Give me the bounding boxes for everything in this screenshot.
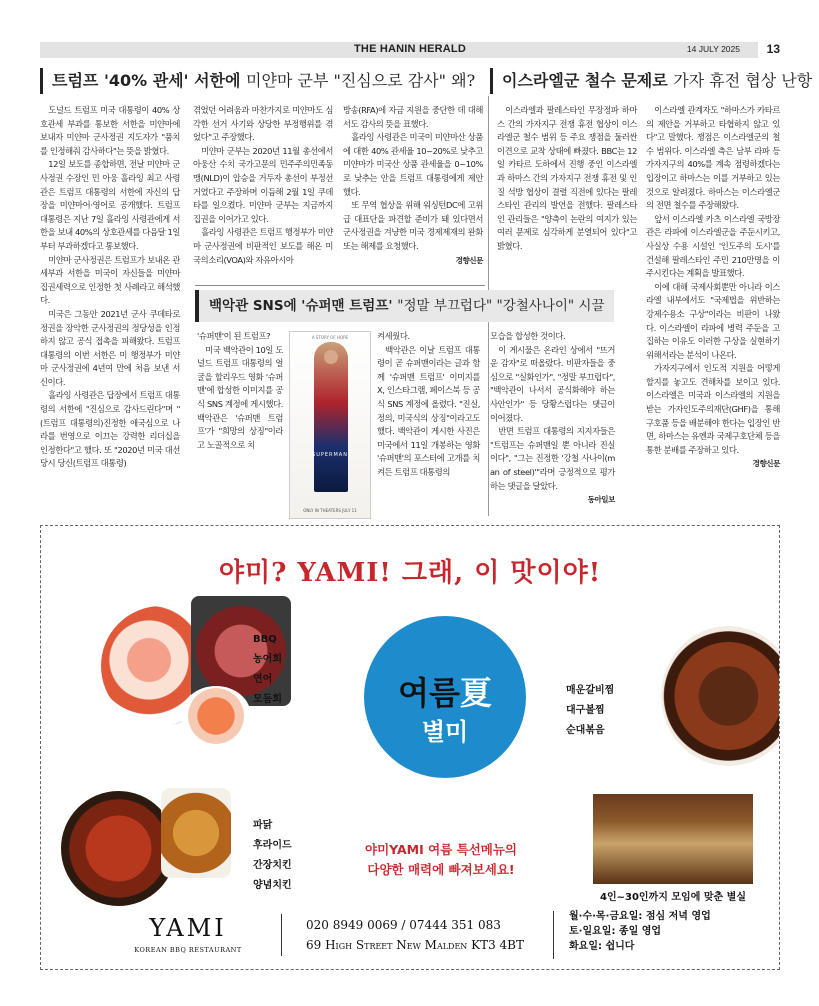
opening-hours <box>569 909 711 954</box>
summer-special-circle <box>364 616 526 778</box>
article2-c2-p1: 이스라엘 관계자도 "하마스가 카타르의 제안을 거부하고 타협하지 않고 있다"고 말했다. 쟁점은 이스라엘군의 철수 범위다. 이스라엘 측은 남부 라파 등 가자지구의 40%를 계속 점령하겠다는 입장이고 하마스는 이를 거부하고 있는 것으로 알려졌다. 하마스는 이스라엘군의 전면 철수를 주장해왔다. <box>646 105 780 211</box>
article3-c1-p2: 미국 백악관이 10일 도널드 트럼프 대통령의 얼굴을 할리우드 영화 '슈퍼맨'에 합성한 이미지를 공식 SNS 계정에 게시했다. 백악관은 '슈퍼맨 트럼프'가 "희망의 상징"이라고 노골적으로 치 <box>197 344 283 450</box>
article1-column-3 <box>343 104 483 267</box>
article-divider <box>195 285 485 286</box>
article1-credit: 경향신문 <box>455 255 483 265</box>
private-room-image <box>593 794 753 903</box>
poster-tag: A STORY OF HOPE <box>311 335 349 340</box>
circle-line-2: 별미 <box>421 718 469 746</box>
phone-numbers[interactable]: 020 8949 0069 / 07444 351 083 <box>306 918 501 932</box>
address: 69 High Street New Malden KT3 4BT <box>306 938 524 952</box>
article1-headline[interactable] <box>40 68 475 94</box>
article3-c3-p2: 이 게시물은 온라인 상에서 "뜨거운 감자"로 떠올랐다. 비판자들을 중심으로 "실화인가", "정말 부끄럽다", "백악관이 나서서 공식화해야 하는 사안인가" 등 당황스럽다는 댓글이 이어졌다. <box>490 344 615 423</box>
paper-name: THE HANIN HERALD <box>354 43 466 55</box>
article1-c1-p2: 12일 보도를 종합하면, 전날 미얀마 군사정권 수장인 민 아웅 흘라잉 최고 사령관은 트럼프 대통령의 서한에 자신의 답장을 미얀마어·영어로 공개했다. 트럼프 대통령은 지난 7일 흘라잉 사령관에게 서한을 보내 40%의 상호관세를 다음달 1일부터 부과하겠다고 통보했다. <box>40 159 180 251</box>
yami-logo <box>113 914 263 954</box>
article1-c1-p3: 미얀마 군사정권은 트럼프가 보내온 관세부과 서한을 미국이 자신들을 미얀마 집권세력으로 인정한 첫 사례라고 해석했다. <box>40 254 180 306</box>
hours-line: 화요일: 쉽니다 <box>569 941 635 952</box>
article1-c2-p2: 미얀마 군부는 2020년 11월 총선에서 아웅산 수치 국가고문의 민주주의민족동맹(NLD)이 압승을 거두자 총선이 부정선거였다고 주장하며 이듬해 2월 1일 쿠데타를 일으켰다. 미얀마 군부는 지금까지 집권을 이어가고 있다. <box>193 145 333 224</box>
article3-credit: 동아일보 <box>587 495 615 505</box>
menu-item: 파닭 <box>253 820 273 831</box>
hours-line: 월·수·목·금요일: 점심 저녁 영업 <box>569 911 711 922</box>
article1-c2-p1: 겪었던 어려움과 마찬가지로 미얀마도 심각한 선거 사기와 상당한 부정행위를 겪었다"고 주장했다. <box>193 105 333 143</box>
article2-c2-p2: 앞서 이스라엘 카츠 이스라엘 국방장관은 라파에 이스라엘군을 주둔시키고, 사실상 수용 시설인 '인도주의 도시'를 건설해 팔레스타인 주민 210만명을 이주시킨다는 계획을 발표했다. <box>646 213 780 279</box>
article3-column-1 <box>197 330 283 452</box>
room-caption: 4인~30인까지 모임에 맞춘 별실 <box>600 892 746 903</box>
poster-title: SUPERMAN <box>312 452 348 458</box>
article1-c2-p3: 흘라잉 사령관은 트럼프 행정부가 미얀마 군사정권에 비판적인 보도를 해온 미국의소리(VOA)와 자유아시아 <box>193 227 333 265</box>
ad-divider <box>281 914 282 956</box>
menu-item: 연어 <box>253 674 273 685</box>
article3-column-2 <box>377 330 480 480</box>
article1-c1-p1: 도널드 트럼프 미국 대통령이 40% 상호관세 부과를 통보한 서한을 미얀마에 보내자 미얀마 군사정권 지도자가 "품치를 인정해줘 감사하다"는 뜻을 밝혔다. <box>40 105 180 156</box>
article2-c2-p4: 가자지구에서 인도적 지원을 어떻게 할지를 놓고도 견해차를 보이고 있다. 이스라엘은 미국과 이스라엘의 지원을 받는 가자인도주의재단(GHF)을 통해 구호품 등을 배분해야 한다는 입장인 반면, 하마스는 유엔과 국제구호단체 등을 통한 분배를 주장하고 있다. <box>646 363 780 455</box>
yami-advertisement[interactable] <box>40 525 780 970</box>
menu-left-bottom <box>253 816 292 896</box>
article1-c3-p2: 흘라잉 사령관은 미국이 미얀마산 상품에 대한 40% 관세율 10~20%로 낮추고 미얀마가 미국산 상품 관세율을 0~10%로 낮추는 안을 트럼프 대통령에게 제안했다. <box>343 132 483 197</box>
article2-c2-p3: 이에 대해 국제사회뿐만 아니라 이스라엘 내부에서도 "국제법을 위반하는 강제수용소 구상"이라는 비판이 나왔다. 이스라엘이 라파에 병력 주둔을 고집하는 이유도 이러한 구상을 실현하기 위해서라는 분석이 나온다. <box>646 281 780 360</box>
superman-poster-image <box>289 331 371 519</box>
menu-item: 후라이드 <box>253 840 292 851</box>
article1-headline-bold: 트럼프 '40% 관세' 서한에 <box>52 71 241 90</box>
article1-c3-p1: 방송(RFA)에 자금 지원을 중단한 데 대해서도 감사의 뜻을 표했다. <box>343 105 483 129</box>
menu-item: 순대볶음 <box>566 725 605 736</box>
promo-line-2: 다양한 매력에 빠져보세요! <box>367 862 515 877</box>
poster-head <box>324 350 338 364</box>
page-number: 13 <box>758 42 780 58</box>
article3-headline-thin: "정말 부끄럽다" "강철사나이" 시끌 <box>397 298 605 314</box>
menu-item: 모듬회 <box>253 694 282 705</box>
article2-column-1 <box>497 104 637 254</box>
article2-headline-thin: 가자 휴전 협상 난항 <box>673 71 813 90</box>
poster-footer: ONLY IN THEATERS JULY 11 <box>303 508 357 513</box>
menu-left-top <box>253 630 282 710</box>
ad-title: 야미? YAMI! 그래, 이 맛이야! <box>218 558 602 588</box>
article2-c1-p1: 이스라엘과 팔레스타인 무장정파 하마스 간의 가자지구 전쟁 휴전 협상이 이스라엘군 철수 범위 등 주요 쟁점을 둘러싼 이견으로 교착 상태에 빠졌다. BBC는 12일 카타르 도하에서 진행 중인 이스라엘과 하마스 간의 가자지구 전쟁 휴전 및 인질 석방 협상이 결렬 직전에 있다는 팔레스타인 관리의 발언을 전했다. 팔레스타인 관리들은 "양측이 논란의 여지가 있는 여러 문제로 심각하게 분열되어 있다"고 밝혔다. <box>497 105 637 251</box>
menu-item: 대구볼찜 <box>566 705 605 716</box>
article3-c2-p2: 백악관은 이날 트럼프 대통령이 곧 슈퍼맨이라는 글과 함께 '슈퍼맨 트럼프' 이미지를 X, 인스타그램, 페이스북 등 공식 SNS 계정에 올렸다. "진실, 정의, 미국식의 상징"이라고도 했다. 백악관이 게시한 사진은 미국에서 11일 개봉하는 영화 '슈퍼맨'의 포스터에 고개를 치켜든 트럼프 대통령의 <box>377 344 480 477</box>
article3-c3-p3: 반면 트럼프 대통령의 지지자들은 "트럼프는 슈퍼맨일 뿐 아니라 진실이다", "그는 진정한 '강철 사나이(man of steel)'"라며 긍정적으로 평가하는 댓글을 달았다. <box>490 426 615 491</box>
article2-column-2 <box>646 104 780 471</box>
braised-ribs-image <box>661 626 780 766</box>
fried-chicken-image <box>161 788 231 878</box>
ad-divider <box>553 911 554 959</box>
circle-hanja: 夏 <box>459 674 492 712</box>
article3-c1-p1: '슈퍼맨'이 된 트럼프? <box>197 331 271 341</box>
article1-headline-thin: 미얀마 군부 "진심으로 감사" 왜? <box>246 71 476 90</box>
article3-headline[interactable] <box>195 290 614 322</box>
menu-item: 양념치킨 <box>253 880 292 891</box>
circle-line-1 <box>364 668 526 714</box>
article1-column-2 <box>193 104 333 267</box>
issue-date: 14 JULY 2025 <box>686 44 740 54</box>
menu-item: 농어회 <box>253 654 282 665</box>
article2-headline-bold: 이스라엘군 철수 문제로 <box>502 71 668 90</box>
circle-korean: 여름 <box>398 674 460 712</box>
menu-item: 매운갈비찜 <box>566 685 615 696</box>
menu-item: BBQ <box>253 634 277 645</box>
spicy-chicken-image <box>61 791 176 906</box>
poster-figure <box>314 342 348 492</box>
article3-column-3 <box>490 330 615 507</box>
article2-credit: 경향신문 <box>752 459 780 469</box>
article1-c1-p5: 흘라잉 사령관은 답장에서 트럼프 대통령의 서한에 "진심으로 감사드린다"며 "(트럼프 대통령의)진정한 애국심으로 나라를 번영으로 이끄는 강력한 리더십을 인정한다"고 했다. 또 "2020년 미국 대선 당시 당신(트럼프 대통령) <box>40 390 180 469</box>
menu-item: 간장치킨 <box>253 860 292 871</box>
salmon-plate-image <box>181 686 251 746</box>
masthead <box>40 42 780 58</box>
logo-subtitle: KOREAN BBQ RESTAURANT <box>134 946 242 954</box>
article2-headline[interactable] <box>490 68 812 94</box>
hours-line: 토·일요일: 종일 영업 <box>569 926 662 937</box>
article1-c1-p4: 미국은 그동안 2021년 군사 쿠데타로 정권을 장악한 군사정권의 정당성을 인정하지 않고 공식 접촉을 피해왔다. 트럼프 대통령의 이번 서한은 미 행정부가 미얀마 군사정권에 4년여 만에 처음 보낸 서신이다. <box>40 308 180 387</box>
article3-headline-bold: 백악관 SNS에 '슈퍼맨 트럼프' <box>209 298 393 314</box>
promo-text <box>341 840 541 880</box>
logo-name: YAMI <box>149 914 227 942</box>
promo-line-1: 야미YAMI 여름 특선메뉴의 <box>365 842 517 857</box>
menu-right <box>566 681 614 741</box>
article3-c3-p1: 모습을 합성한 것이다. <box>490 331 566 341</box>
article1-c3-p3: 또 무역 협상을 위해 워싱턴DC에 고위급 대표단을 파견할 준비가 돼 있다면서 군사정권을 겨냥한 미국 경제제재의 완화 또는 해제를 요청했다. <box>343 200 483 251</box>
article1-column-1 <box>40 104 180 471</box>
article3-c2-p1: 켜세웠다. <box>377 331 410 341</box>
